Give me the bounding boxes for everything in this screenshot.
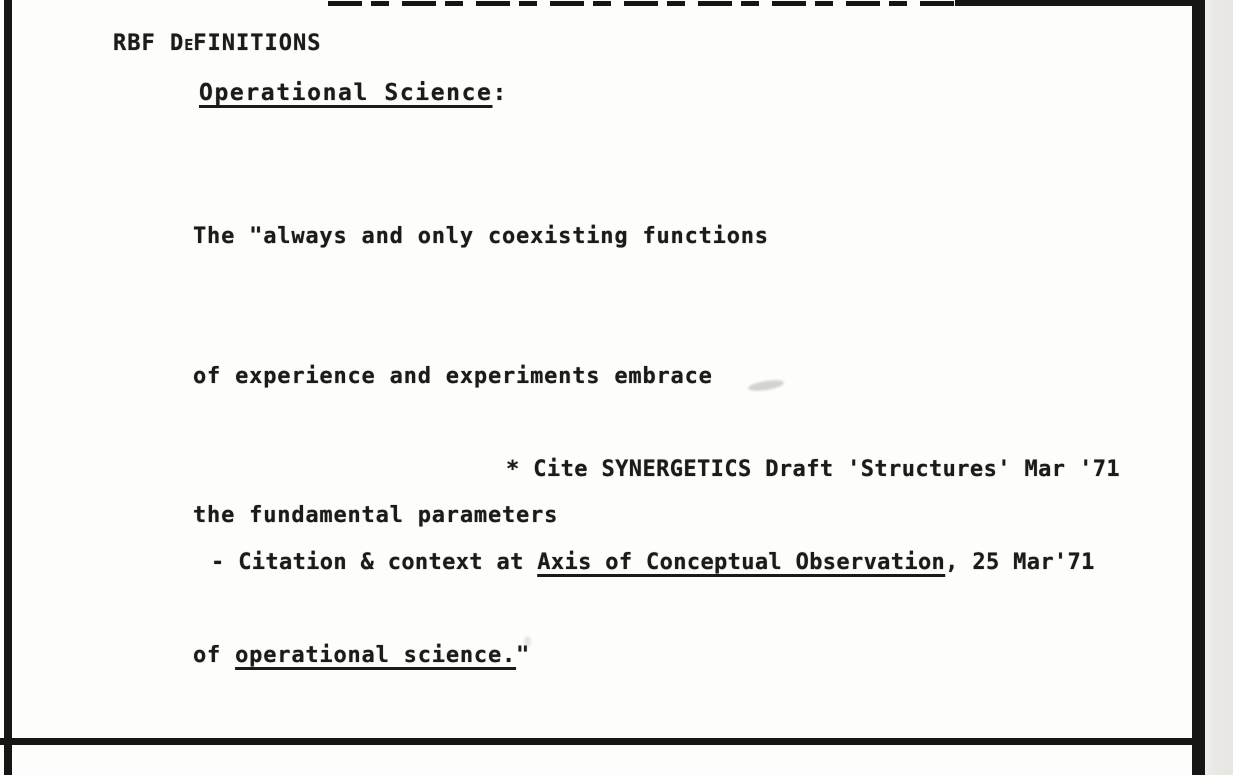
source-citation-note: * Cite SYNERGETICS Draft 'Structures' Mar '71 [506, 457, 1121, 482]
title-suffix: FINITIONS [193, 31, 322, 56]
citation-date: , 25 Mar'71 [945, 550, 1095, 575]
citation-prefix: - Citation & context at [211, 550, 538, 575]
scan-speck-artifact [524, 636, 531, 647]
definition-heading [199, 80, 508, 106]
quote-line-4-closing-quote: " [516, 642, 531, 668]
quote-line-1: The "always and only coexisting functions [193, 224, 769, 249]
citation-underlined-title: Axis of Conceptual Observation [537, 550, 946, 575]
title-prefix: RBF D [113, 31, 185, 56]
scanner-background-strip [1205, 0, 1233, 775]
quote-line-2: of experience and experiments embrace [193, 363, 713, 389]
definition-heading-term: Operational Science [199, 80, 493, 106]
quote-line-4-prefix: of [193, 642, 236, 668]
title-degraded-letter: E [184, 36, 194, 54]
definition-heading-colon: : [492, 80, 508, 106]
definition-quote [193, 121, 769, 772]
card-top-border [955, 0, 1205, 6]
quote-line-3: the fundamental parameters [193, 503, 559, 528]
document-title [113, 31, 321, 56]
quote-line-4-underlined-term: operational science. [235, 642, 517, 668]
card-top-border-broken [328, 1, 960, 6]
card-right-border [1192, 0, 1205, 775]
cross-reference-citation [211, 550, 1095, 575]
card-left-border [4, 0, 12, 775]
quote-line-4 [193, 633, 769, 680]
